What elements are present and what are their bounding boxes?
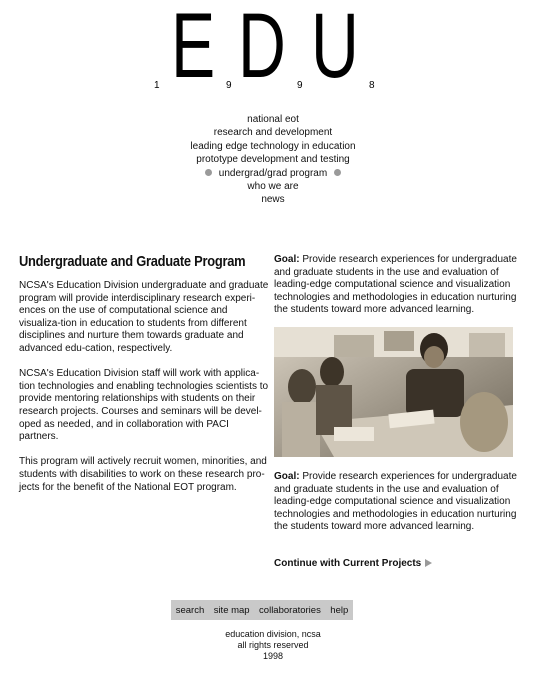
continue-link-label: Continue with Current Projects — [274, 558, 422, 569]
logo-year-digit: 9 — [226, 80, 232, 91]
main-nav — [0, 113, 546, 207]
footer-link-site-map[interactable]: site map — [213, 604, 250, 616]
goal-text: Provide research experiences for undergraduate and graduate students in the use and evaluation of leading-edge computational science and visualization technologies and methodologies in education nurturing the students toward more advanced learning. — [274, 254, 517, 316]
footer-link-search[interactable]: search — [175, 604, 205, 616]
footer-org: education division, ncsa — [225, 629, 321, 639]
logo-letter-u: U — [311, 0, 359, 97]
logo-letter-e: E — [171, 0, 216, 97]
goal-statement — [274, 254, 524, 317]
logo-year-digit: 8 — [369, 80, 375, 91]
active-bullet-icon — [334, 169, 341, 176]
continue-current-projects-link[interactable] — [274, 558, 432, 569]
edu-1998-logo — [0, 0, 546, 100]
logo-letter-d: D — [238, 0, 286, 97]
logo-year-digit: 9 — [297, 80, 303, 91]
nav-item-prototype-development[interactable]: prototype development and testing — [196, 154, 350, 166]
footer-link-help[interactable]: help — [330, 604, 349, 616]
goal-label: Goal: — [274, 471, 300, 482]
paragraph: NCSA's Education Division undergraduate and graduate program will provide interdisciplinary research experi-ences on the use of computational science and visualiza-tion in education to students from different disciplines and nurture them towards graduate and advanced edu-cation, respectively. — [19, 280, 269, 354]
students-classroom-photo — [274, 327, 513, 457]
program-description — [19, 280, 269, 507]
goal-text: Provide research experiences for undergraduate and graduate students in the use and evaluation of leading-edge computational science and visualization technologies and methodologies in education nurturing the students toward more advanced learning. — [274, 471, 517, 533]
paragraph: This program will actively recruit women, minorities, and students with disabilities to work on these research pro-jects for the benefit of the National EOT program. — [19, 456, 267, 493]
nav-item-undergrad-grad-program[interactable] — [0, 167, 546, 180]
footer-credits — [0, 629, 546, 662]
goal-statement — [274, 471, 524, 534]
logo-year-digit: 1 — [154, 80, 160, 91]
active-bullet-icon — [205, 169, 212, 176]
footer-year: 1998 — [262, 651, 284, 661]
footer-link-collaboratories[interactable]: collaboratories — [259, 604, 321, 616]
goal-label: Goal: — [274, 254, 300, 265]
page-title: Undergraduate and Graduate Program — [19, 253, 246, 270]
footer-rights: all rights reserved — [237, 640, 309, 650]
nav-item-label: undergrad/grad program — [218, 167, 328, 179]
nav-item-research-development[interactable]: research and development — [213, 127, 333, 139]
nav-item-leading-edge-technology[interactable]: leading edge technology in education — [190, 140, 356, 152]
nav-item-who-we-are[interactable]: who we are — [247, 181, 299, 193]
nav-item-national-eot[interactable]: national eot — [247, 114, 299, 125]
arrow-right-icon — [425, 559, 432, 567]
nav-item-news[interactable]: news — [261, 194, 285, 206]
footer-nav — [171, 600, 353, 620]
paragraph: NCSA's Education Division staff will work with applica-tion technologies and enabling technologies scientists to provide mentoring relationships with students on their research projects. Courses and seminars will be devel-oped as needed, and in collaboration with PACI partners. — [19, 368, 269, 443]
